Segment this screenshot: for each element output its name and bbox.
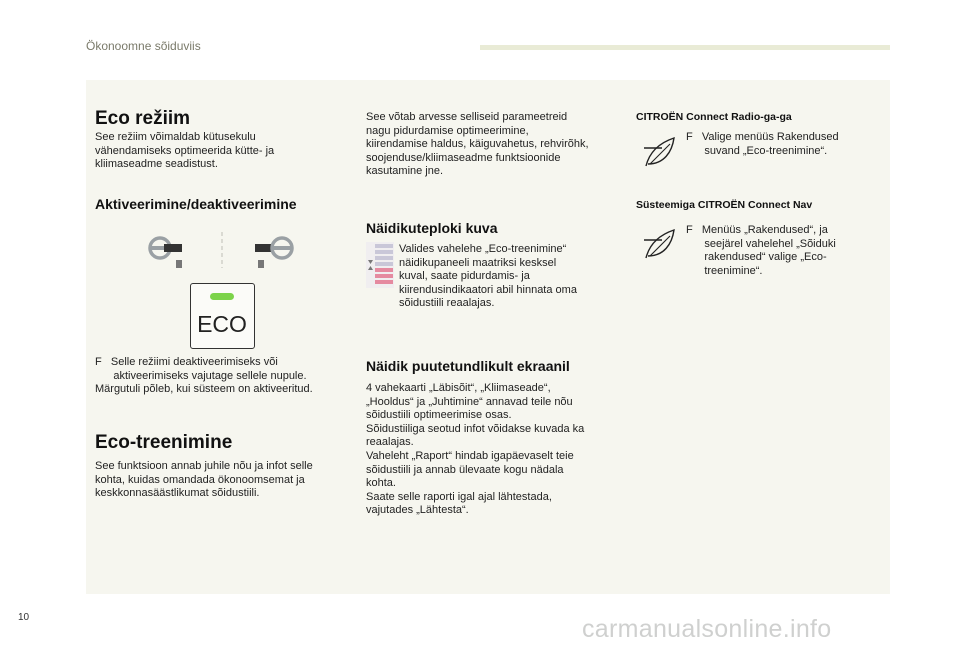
header-bar bbox=[480, 45, 890, 50]
eco-training-text: See funktsioon annab juhile nõu ja infot selle kohta, kuidas omandada ökonoomsemat ja keskkonnasäästlikumat sõidustiili. bbox=[95, 460, 313, 500]
steering-wheel-icon bbox=[255, 238, 292, 268]
activation-instruction: F Selle režiimi deaktiveerimiseks või aktiveerimiseks vajutage sellele nupule. Märgutuli põleb, kui süsteem on aktiveeritud. bbox=[95, 356, 313, 396]
instrument-panel-title: Näidikuteploki kuva bbox=[366, 220, 498, 236]
params-text: See võtab arvesse selliseid parameetreid nagu pidurdamise optimeerimine, kiirendamise haldus, käiguvahetus, rehvirõhk, soojenduse/kliimaseadme funktsioonide kasutamine jne. bbox=[366, 111, 589, 178]
connect-nav-title: Süsteemiga CITROËN Connect Nav bbox=[636, 199, 813, 211]
steering-wheel-icon bbox=[150, 238, 182, 268]
instrument-panel-text: Valides vahelehe „Eco-treenimine“ näidikupaneeli maatriksi kesksel kuval, saate pidurdamis- ja kiirendusindikaatori abil hinnata oma sõidustiili reaalajas. bbox=[399, 243, 577, 310]
watermark: carmanualsonline.info bbox=[582, 615, 832, 643]
page-number: 10 bbox=[18, 612, 30, 623]
connect-radio-text: F Valige menüüs Rakendused suvand „Eco-treenimine“. bbox=[686, 131, 839, 157]
eco-leaf-icon bbox=[640, 134, 678, 172]
eco-button[interactable] bbox=[190, 283, 255, 349]
eco-indicator-light bbox=[210, 293, 234, 300]
eco-gauge-icon bbox=[366, 242, 394, 288]
activation-title: Aktiveerimine/deaktiveerimine bbox=[95, 196, 297, 212]
connect-nav-text: F Menüüs „Rakendused“, ja seejärel vahelehel „Sõiduki rakendused“ valige „Eco- treenimine“. bbox=[686, 224, 836, 277]
eco-mode-title: Eco režiim bbox=[95, 108, 191, 129]
running-header: Ökonoomne sõiduviis bbox=[86, 39, 201, 53]
eco-mode-intro: See režiim võimaldab kütusekulu vähendamiseks optimeerida kütte- ja kliimaseadme seadistust. bbox=[95, 131, 275, 171]
steering-wheel-illustration bbox=[142, 228, 302, 272]
eco-button-label: ECO bbox=[197, 311, 247, 337]
connect-radio-title: CITROËN Connect Radio-ga-ga bbox=[636, 111, 792, 123]
eco-training-title: Eco-treenimine bbox=[95, 432, 233, 453]
touchscreen-title: Näidik puutetundlikult ekraanil bbox=[366, 358, 570, 374]
touchscreen-text: 4 vahekaarti „Läbisõit“, „Kliimaseade“, „Hooldus“ ja „Juhtimine“ annavad teile nõu sõidustiili optimeerimise osas. Sõidustiiliga seotud infot võidakse kuvada ka reaalajas. Vaheleht „Raport“ hindab igapäevaselt teie sõidustiili ja annab ülevaate kogu nädala kohta. Saate selle raporti igal ajal lähtestada, vajutades „Lähtesta“. bbox=[366, 382, 585, 517]
eco-leaf-icon bbox=[640, 226, 678, 264]
